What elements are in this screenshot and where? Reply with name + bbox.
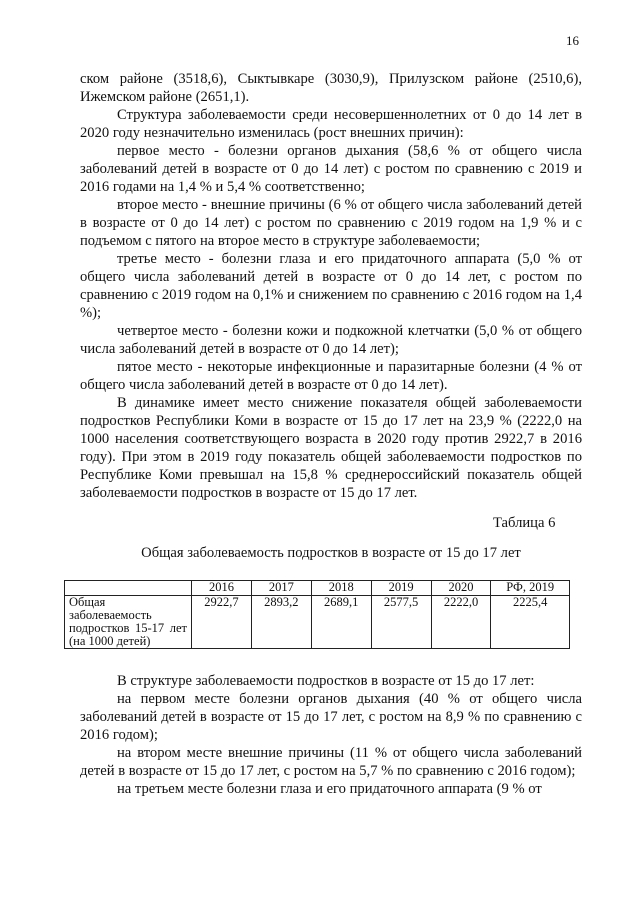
table-header-cell: РФ, 2019 [491, 581, 570, 596]
paragraph: первое место - болезни органов дыхания (58,6 % от общего числа заболеваний детей в возрасте от 0 до 14 лет) с ростом по сравнению с 2019 и 2016 годами на 1,4 % и 5,4 % соответственно; [80, 143, 582, 195]
table-cell: 2689,1 [311, 596, 371, 649]
paragraph: В динамике имеет место снижение показателя общей заболеваемости подростков Республики Коми в возрасте от 15 до 17 лет на 23,9 % (2222,0 на 1000 населения соответствующего возраста в 2020 году против 2922,7 в 2016 году). При этом в 2019 году показатель общей заболеваемости подростков по Республике Коми превышал на 15,8 % среднероссийский показатель общей заболеваемости подростков в возрасте от 15 до 17 лет. [80, 395, 582, 501]
table-label: Таблица 6 [493, 515, 556, 531]
table-header-cell: 2019 [371, 581, 431, 596]
paragraph: пятое место - некоторые инфекционные и паразитарные болезни (4 % от общего числа заболеваний детей в возрасте от 0 до 14 лет). [80, 359, 582, 393]
table-header-row [65, 581, 570, 596]
text-block-bottom [80, 672, 582, 798]
morbidity-table [64, 580, 570, 649]
table-header-cell: 2018 [311, 581, 371, 596]
table-cell: 2893,2 [251, 596, 311, 649]
table-cell: 2225,4 [491, 596, 570, 649]
paragraph: на втором месте внешние причины (11 % от общего числа заболеваний детей в возрасте от 15 до 17 лет, с ростом на 5,7 % по сравнению с 2016 годом); [80, 745, 582, 779]
table-title: Общая заболеваемость подростков в возрасте от 15 до 17 лет [141, 545, 521, 561]
paragraph: третье место - болезни глаза и его придаточного аппарата (5,0 % от общего числа заболеваний детей в возрасте от 0 до 14 лет, с ростом по сравнению с 2019 годом на 0,1% и снижением по сравнению с 2016 годом на 1,4 %); [80, 251, 582, 321]
paragraph: Структура заболеваемости среди несовершеннолетних от 0 до 14 лет в 2020 году незначительно изменилась (рост внешних причин): [80, 107, 582, 141]
table-header-cell: 2017 [251, 581, 311, 596]
paragraph: второе место - внешние причины (6 % от общего числа заболеваний детей в возрасте от 0 до 14 лет) с ростом по сравнению с 2019 годом на 1,9 % и с подъемом с пятого на второе место в структуре заболеваемости; [80, 197, 582, 249]
paragraph: четвертое место - болезни кожи и подкожной клетчатки (5,0 % от общего числа заболеваний детей в возрасте от 0 до 14 лет); [80, 323, 582, 357]
table-cell: 2577,5 [371, 596, 431, 649]
table-row-label: Общая заболеваемость подростков 15-17 лет (на 1000 детей) [65, 596, 192, 649]
table-cell: 2922,7 [192, 596, 252, 649]
paragraph: В структуре заболеваемости подростков в возрасте от 15 до 17 лет: [117, 673, 535, 689]
page-number: 16 [566, 33, 579, 48]
paragraph: на первом месте болезни органов дыхания (40 % от общего числа заболеваний детей в возрасте от 15 до 17 лет, с ростом на 8,9 % по сравнению с 2016 годом); [80, 691, 582, 743]
text-block-top [80, 70, 582, 502]
table-header-cell [65, 581, 192, 596]
table-header-cell: 2020 [431, 581, 491, 596]
paragraph: на третьем месте болезни глаза и его придаточного аппарата (9 % от [117, 781, 542, 797]
table-cell: 2222,0 [431, 596, 491, 649]
table-header-cell: 2016 [192, 581, 252, 596]
paragraph: ском районе (3518,6), Сыктывкаре (3030,9), Прилузском районе (2510,6), Ижемском районе (2651,1). [80, 71, 582, 105]
table-row [65, 596, 570, 649]
